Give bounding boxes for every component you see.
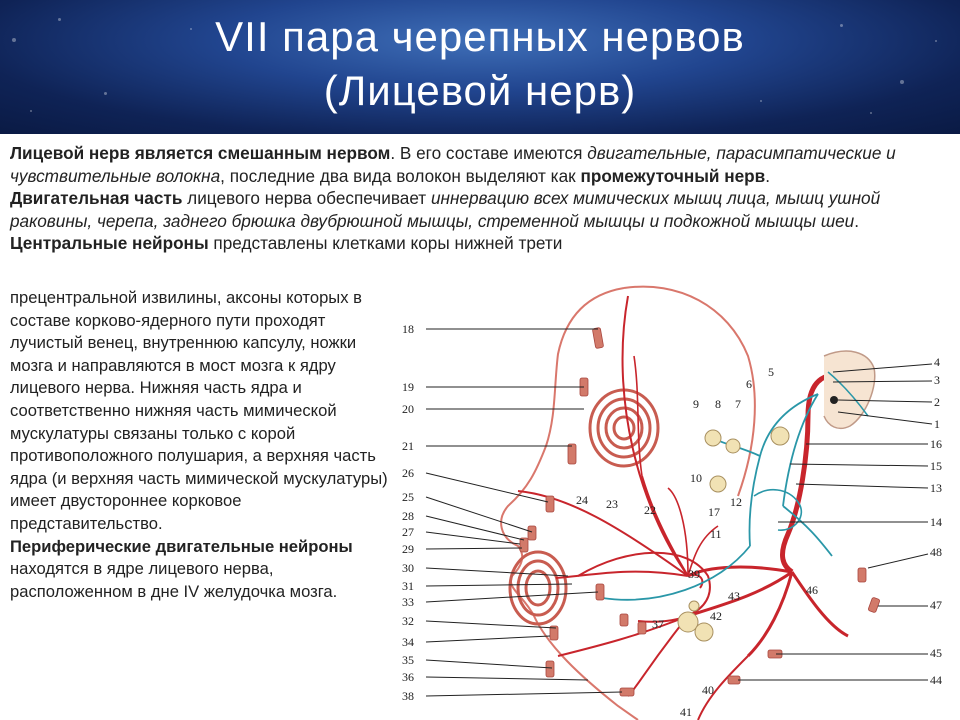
diagram-label: 45 bbox=[930, 646, 942, 660]
bold-text: Центральные нейроны bbox=[10, 233, 209, 253]
body-text bbox=[10, 287, 388, 603]
text-run: , последние два вида волокон выделяют как bbox=[220, 165, 581, 186]
diagram-label: 34 bbox=[402, 635, 414, 649]
text-run: . bbox=[854, 210, 860, 231]
text-run: лицевого нерва обеспечивает bbox=[182, 188, 431, 208]
slide-title bbox=[0, 10, 960, 118]
bold-text: Лицевой нерв является смешанным нервом bbox=[10, 143, 391, 163]
diagram-label: 47 bbox=[930, 598, 942, 612]
head-outline bbox=[624, 287, 755, 496]
text-run: находятся в ядре лицевого нерва, расположенном в дне IV желудочка мозга. bbox=[10, 559, 338, 601]
diagram-label: 40 bbox=[702, 683, 714, 697]
diagram-label: 44 bbox=[930, 673, 942, 687]
diagram-label: 12 bbox=[730, 495, 742, 509]
diagram-label: 10 bbox=[690, 471, 702, 485]
bold-text: Двигательная часть bbox=[10, 188, 183, 208]
diagram-label: 5 bbox=[768, 365, 774, 379]
slide-header bbox=[0, 0, 960, 134]
diagram-label: 27 bbox=[402, 525, 414, 539]
text-run: прецентральной извилины, аксоны которых в составе корково-ядерного пути проходят лучистый венец, внутреннюю капсулу, ножки мозга и направляются в мост мозга к ядру лицевого нерва. Нижняя часть ядра и соответственно нижняя часть мимической мускулатуры связаны только с корой противоположного полушария, а верхняя часть ядра (и верхняя часть мимической мускулатуры) имеет двустороннее корковое представительство. bbox=[10, 288, 388, 533]
text-run: . bbox=[765, 165, 771, 186]
diagram-label: 8 bbox=[715, 397, 721, 411]
diagram-label: 39 bbox=[688, 567, 700, 581]
diagram-label: 23 bbox=[606, 497, 618, 511]
text-run: . В его составе имеются bbox=[390, 143, 588, 163]
diagram-label: 2 bbox=[934, 395, 940, 409]
diagram-label: 4 bbox=[934, 355, 940, 369]
diagram-label: 21 bbox=[402, 439, 414, 453]
facial-nerve-branch bbox=[634, 356, 718, 576]
italic-text: двигательные, парасимпатические и чувствительные волокна bbox=[10, 143, 896, 186]
text-run: представлены клетками коры нижней трети bbox=[208, 233, 563, 253]
diagram-label: 15 bbox=[930, 459, 942, 473]
diagram-label: 11 bbox=[710, 527, 722, 541]
diagram-label: 43 bbox=[728, 589, 740, 603]
diagram-label: 25 bbox=[402, 490, 414, 504]
diagram-label: 16 bbox=[930, 437, 942, 451]
diagram-label: 28 bbox=[402, 509, 414, 523]
diagram-label: 17 bbox=[708, 505, 720, 519]
diagram-label: 18 bbox=[402, 322, 414, 336]
diagram-label: 37 bbox=[652, 617, 664, 631]
bold-text: промежуточный нерв bbox=[580, 165, 766, 186]
diagram-label: 22 bbox=[644, 503, 656, 517]
diagram-label: 41 bbox=[680, 705, 692, 719]
diagram-label: 7 bbox=[735, 397, 741, 411]
diagram-label: 33 bbox=[402, 595, 414, 609]
diagram-label: 6 bbox=[746, 377, 752, 391]
diagram-label: 1 bbox=[934, 417, 940, 431]
italic-text: иннервацию всех мимических мышц лица, мышц ушной раковины, черепа, заднего брюшка двубрюшной мышцы, стременной мышцы и подкожной мышцы шеи bbox=[10, 188, 881, 231]
diagram-label: 36 bbox=[402, 670, 414, 684]
orbicularis-oris-muscle bbox=[510, 552, 566, 624]
ganglia bbox=[678, 427, 789, 641]
ear-region bbox=[824, 351, 875, 428]
nucleus-dot bbox=[830, 396, 838, 404]
diagram-label: 26 bbox=[402, 466, 414, 480]
diagram-label: 32 bbox=[402, 614, 414, 628]
facial-nerve-diagram bbox=[388, 276, 960, 720]
title-line: (Лицевой нерв) bbox=[323, 67, 637, 114]
diagram-label: 14 bbox=[930, 515, 942, 529]
diagram-label: 46 bbox=[806, 583, 818, 597]
diagram-label: 19 bbox=[402, 380, 414, 394]
diagram-label: 20 bbox=[402, 402, 414, 416]
diagram-label: 38 bbox=[402, 689, 414, 703]
diagram-label: 42 bbox=[710, 609, 722, 623]
diagram-label: 30 bbox=[402, 561, 414, 575]
diagram-label: 3 bbox=[934, 373, 940, 387]
diagram-label: 31 bbox=[402, 579, 414, 593]
diagram-label: 9 bbox=[693, 397, 699, 411]
diagram-label: 24 bbox=[576, 493, 588, 507]
title-line: VII пара черепных нервов bbox=[215, 13, 745, 60]
intro-text bbox=[10, 142, 950, 255]
diagram-label: 29 bbox=[402, 542, 414, 556]
diagram-label: 48 bbox=[930, 545, 942, 559]
diagram-label: 13 bbox=[930, 481, 942, 495]
bold-text: Периферические двигательные нейроны bbox=[10, 536, 353, 556]
diagram-label: 35 bbox=[402, 653, 414, 667]
